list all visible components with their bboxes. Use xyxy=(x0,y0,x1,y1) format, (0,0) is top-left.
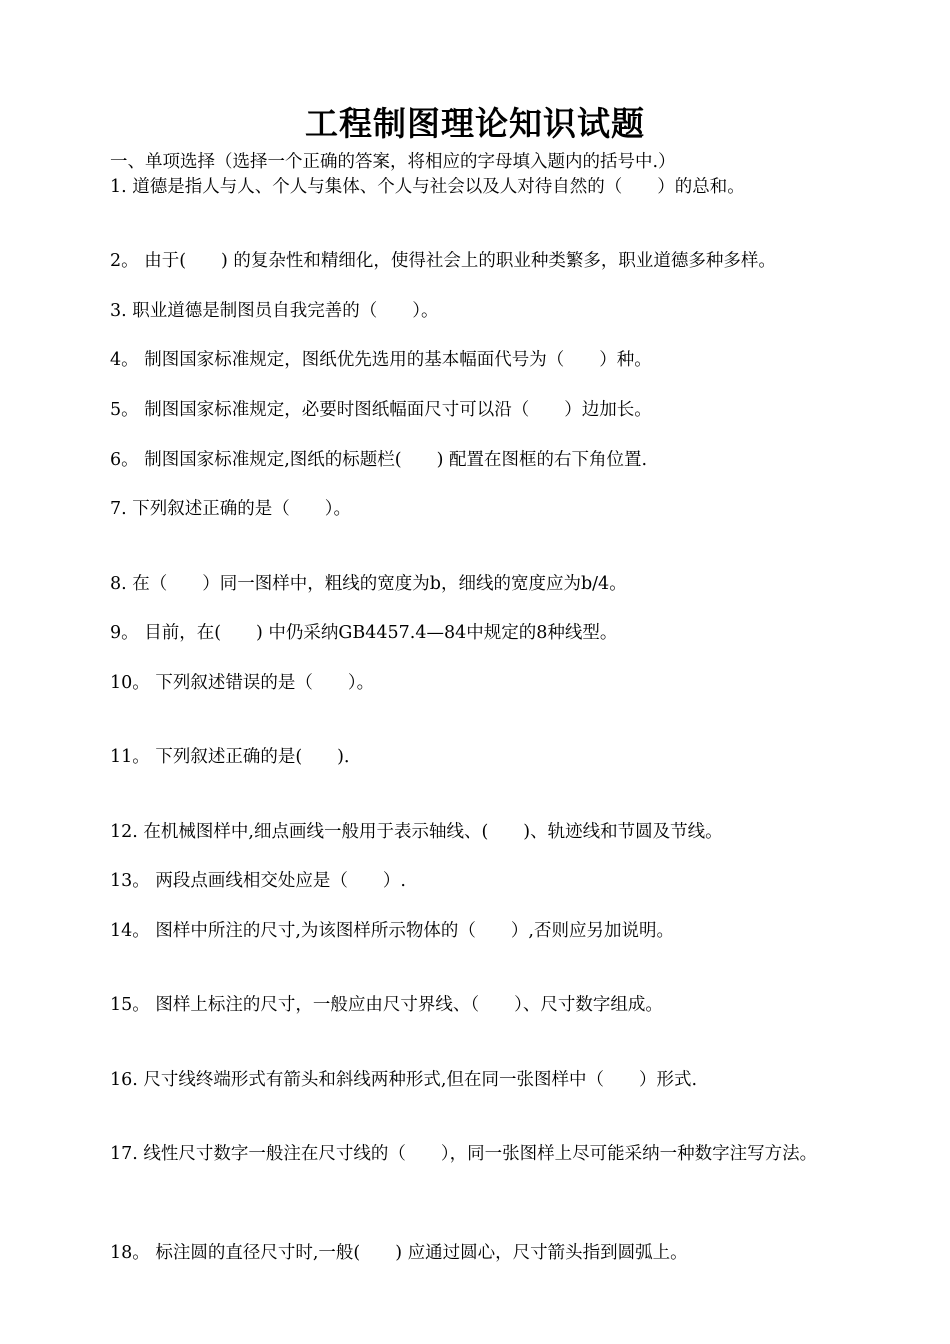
section-heading: 一、单项选择（选择一个正确的答案，将相应的字母填入题内的括号中.） xyxy=(110,152,676,172)
question-stem: 15。 图样上标注的尺寸，一般应由尺寸界线、（ ）、尺寸数字组成。 xyxy=(110,995,663,1016)
question-stem: 17. 线性尺寸数字一般注在尺寸线的（ ），同一张图样上尽可能采纳一种数字注写方法。 xyxy=(110,1144,818,1164)
question-stem: 10。 下列叙述错误的是（ ）。 xyxy=(110,672,375,693)
question-stem: 9。 目前，在( ) 中仍采纳GB4457.4—84中规定的8种线型。 xyxy=(110,623,618,644)
question-stem: 3. 职业道德是制图员自我完善的（ ）。 xyxy=(110,300,439,321)
question-stem: 14。 图样中所注的尺寸,为该图样所示物体的（ ）,否则应另加说明。 xyxy=(110,920,674,941)
question-stem: 18。 标注圆的直径尺寸时,一般( ) 应通过圆心，尺寸箭头指到圆弧上。 xyxy=(110,1243,688,1264)
question-stem: 13。 两段点画线相交处应是（ ）. xyxy=(110,871,406,892)
question-stem: 11。 下列叙述正确的是( )． xyxy=(110,747,362,768)
question-stem: 2。 由于( ) 的复杂性和精细化，使得社会上的职业种类繁多，职业道德多种多样。 xyxy=(110,251,776,272)
question-stem: 12. 在机械图样中,细点画线一般用于表示轴线、( )、轨迹线和节圆及节线。 xyxy=(110,821,723,842)
question-stem: 8. 在（ ）同一图样中，粗线的宽度为b，细线的宽度应为b/4。 xyxy=(110,573,627,594)
question-stem: 4。 制图国家标准规定，图纸优先选用的基本幅面代号为（ ）种。 xyxy=(110,350,652,371)
question-stem: 1. 道德是指人与人、个人与集体、个人与社会以及人对待自然的（ ）的总和。 xyxy=(110,176,745,197)
document-title: 工程制图理论知识试题 xyxy=(305,104,645,143)
question-stem: 6。 制图国家标准规定,图纸的标题栏( ) 配置在图框的右下角位置. xyxy=(110,449,648,470)
question-stem: 5。 制图国家标准规定，必要时图纸幅面尺寸可以沿（ ）边加长。 xyxy=(110,400,652,420)
question-stem: 7. 下列叙述正确的是（ ）。 xyxy=(110,499,352,520)
question-stem: 16. 尺寸线终端形式有箭头和斜线两种形式,但在同一张图样中（ ）形式. xyxy=(110,1069,698,1090)
